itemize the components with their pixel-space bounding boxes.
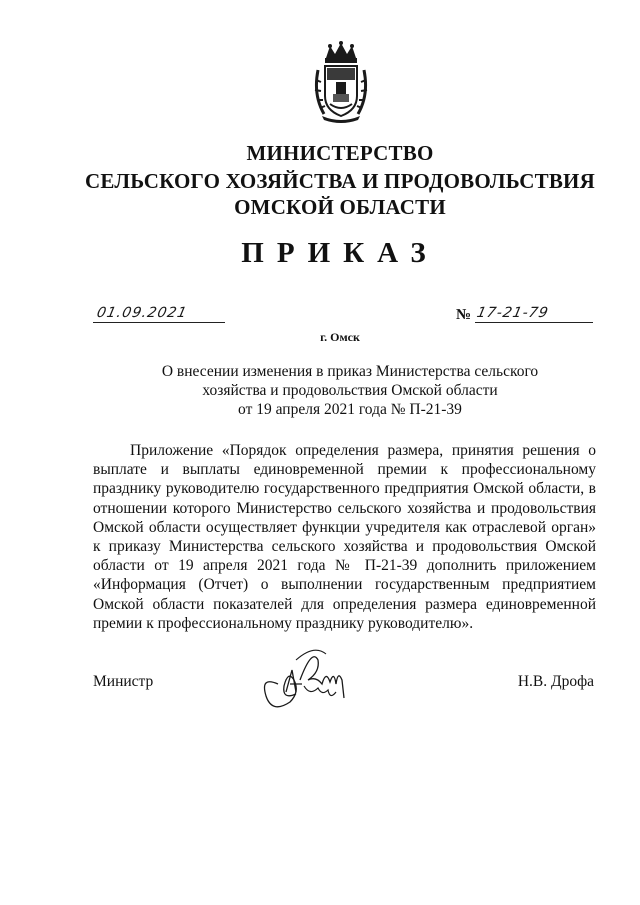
- signatory-name: Н.В. Дрофа: [517, 673, 594, 690]
- number-field: [475, 300, 593, 323]
- body-paragraph: Приложение «Порядок определения размера, принятия решения о выплате и выплаты единовременной премии к профессиональному празднику руководителю государственного предприятия Омской области, в отношении которого Министерство сельского хозяйства и продовольствия Омской области осуществляет функции учредителя как отраслевой орган» к приказу Министерства сельского хозяйства и продовольствия Омской области от 19 апреля 2021 года № П-21-39 дополнить приложением «Информация (Отчет) о выполнении государственным предприятием Омской области показателей для определения размера единовременной премии к профессиональному празднику руководителю».: [93, 442, 596, 632]
- subject-line2: хозяйства и продовольствия Омской области: [202, 382, 498, 399]
- ministry-title-line2: СЕЛЬСКОГО ХОЗЯЙСТВА И ПРОДОВОЛЬСТВИЯ: [85, 169, 595, 193]
- handwritten-signature-icon: [256, 640, 352, 720]
- document-type-heading: ПРИКАЗ: [241, 237, 439, 269]
- date-value: 01.09.2021: [95, 305, 189, 321]
- date-field: [93, 300, 225, 323]
- number-sign-label: №: [456, 307, 472, 323]
- ministry-title-line3: ОМСКОЙ ОБЛАСТИ: [234, 195, 446, 219]
- city-label: г. Омск: [320, 330, 360, 344]
- subject-line3: от 19 апреля 2021 года № П-21-39: [238, 401, 462, 418]
- subject-line1: О внесении изменения в приказ Министерства сельского: [161, 363, 539, 380]
- signatory-role: Министр: [93, 673, 154, 690]
- subject-block: [120, 362, 580, 419]
- document-number-value: 17-21-79: [475, 305, 551, 321]
- ministry-title-line1: МИНИСТЕРСТВО: [246, 141, 434, 165]
- omsk-coat-of-arms-icon: [312, 40, 370, 124]
